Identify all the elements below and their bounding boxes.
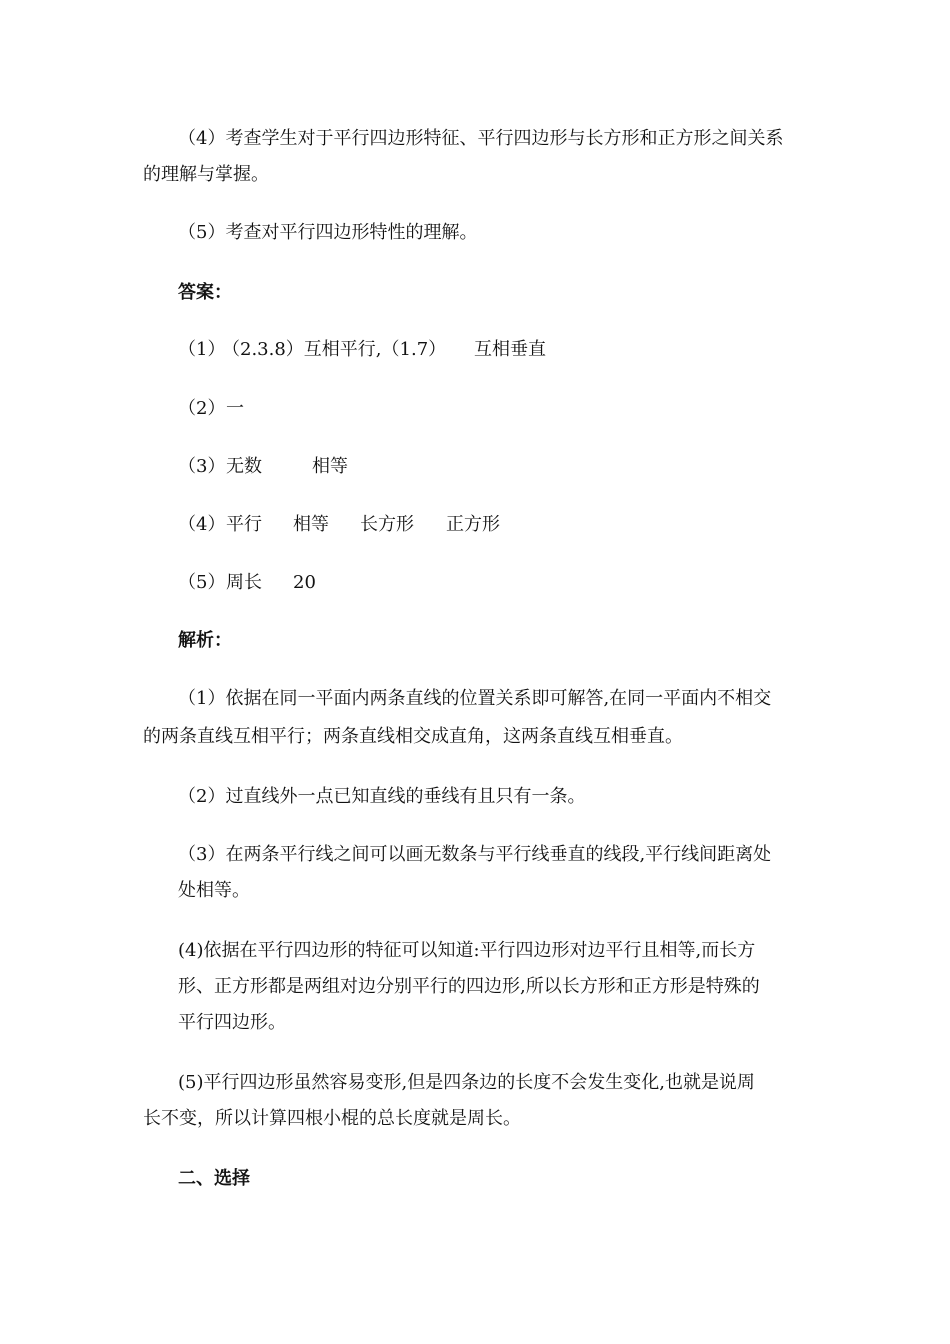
analysis-3-line-1: （3）在两条平行线之间可以画无数条与平行线垂直的线段,平行线间距离处 — [178, 844, 772, 865]
answer-3-part-1: 无数 — [226, 456, 262, 477]
note-4-line-1: （4）考查学生对于平行四边形特征、平行四边形与长方形和正方形之间关系 — [178, 128, 784, 149]
analysis-1-line-2: 的两条直线互相平行；两条直线相交成直角，这两条直线互相垂直。 — [143, 726, 683, 747]
answer-2-number: （2） — [178, 398, 226, 419]
analysis-4-line-3: 平行四边形。 — [178, 1012, 286, 1033]
answer-5-part-2: 20 — [293, 572, 316, 593]
note-4-line-2: 的理解与掌握。 — [143, 164, 269, 185]
answer-1-number: （1） — [178, 339, 226, 360]
answer-1-part-2: 互相垂直 — [474, 339, 546, 360]
answer-5-part-1: 周长 — [226, 572, 262, 593]
analysis-1-line-1: （1）依据在同一平面内两条直线的位置关系即可解答,在同一平面内不相交 — [178, 688, 772, 709]
answer-4-number: （4） — [178, 514, 226, 535]
answer-heading: 答案： — [178, 282, 232, 303]
answer-3-number: （3） — [178, 456, 226, 477]
analysis-3-line-2: 处相等。 — [178, 880, 250, 901]
analysis-heading: 解析： — [178, 630, 232, 651]
answer-5-number: （5） — [178, 572, 226, 593]
answer-4-part-1: 平行 — [226, 514, 262, 535]
answer-4-part-3: 长方形 — [360, 514, 414, 535]
answer-2-part-1: 一 — [226, 398, 244, 419]
answer-3-part-2: 相等 — [312, 456, 348, 477]
answer-1-part-1: （2.3.8）互相平行,（1.7） — [222, 339, 447, 360]
analysis-4-line-2: 形、正方形都是两组对边分别平行的四边形,所以长方形和正方形是特殊的 — [178, 976, 760, 997]
analysis-5-line-2: 长不变，所以计算四根小棍的总长度就是周长。 — [143, 1108, 521, 1129]
note-5: （5）考查对平行四边形特性的理解。 — [178, 222, 478, 243]
answer-4-part-4: 正方形 — [446, 514, 500, 535]
analysis-4-line-1: (4)依据在平行四边形的特征可以知道:平行四边形对边平行且相等,而长方 — [178, 940, 756, 961]
analysis-2: （2）过直线外一点已知直线的垂线有且只有一条。 — [178, 786, 586, 807]
answer-4-part-2: 相等 — [293, 514, 329, 535]
section-2-heading: 二、选择 — [178, 1168, 250, 1189]
analysis-5-line-1: (5)平行四边形虽然容易变形,但是四条边的长度不会发生变化,也就是说周 — [178, 1072, 755, 1093]
